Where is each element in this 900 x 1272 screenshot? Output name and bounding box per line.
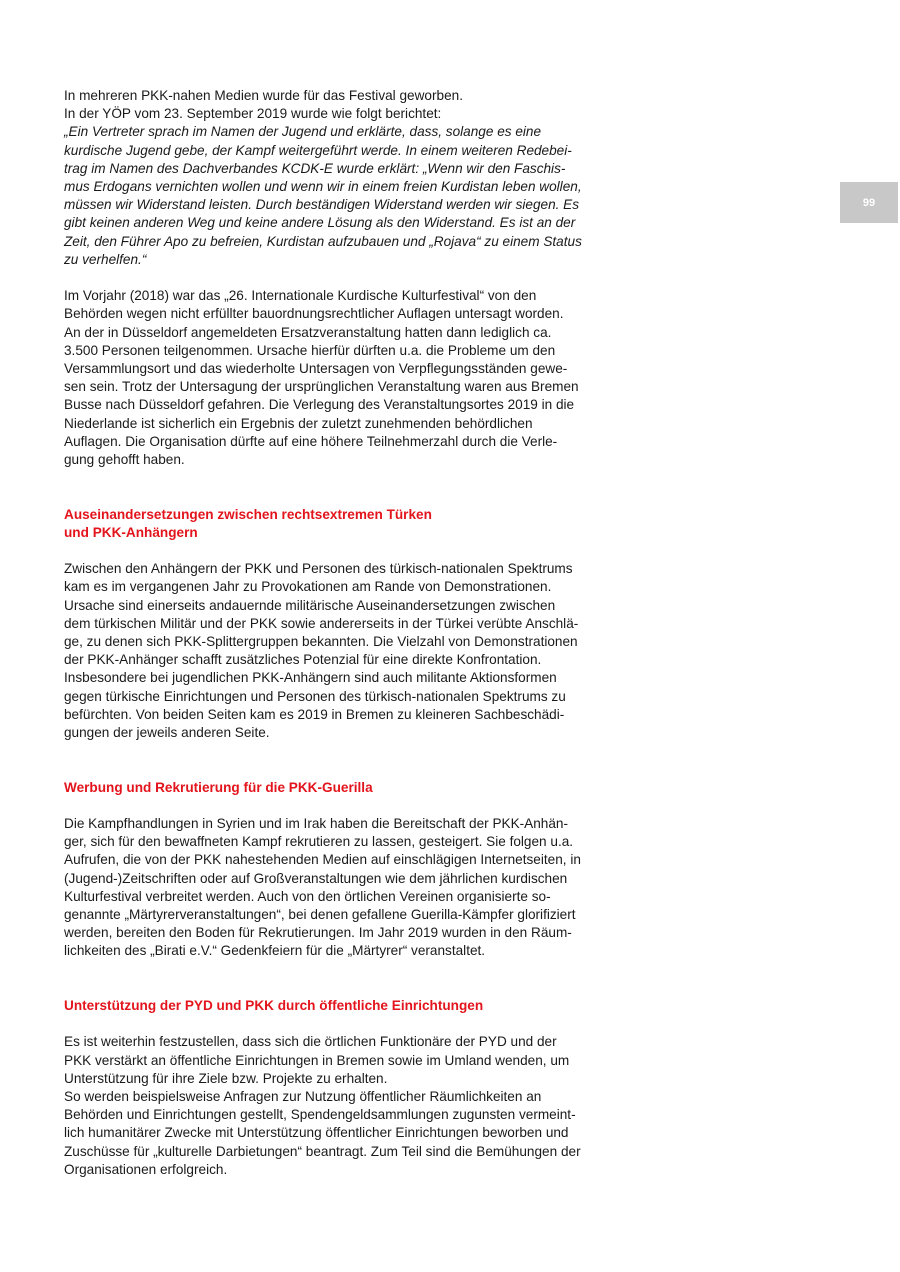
text-line: befürchten. Von beiden Seiten kam es 2019 in Bremen zu kleineren Sachbeschädi- <box>64 706 565 722</box>
section-heading-auseinandersetzungen <box>64 506 624 542</box>
intro-paragraph <box>64 87 624 123</box>
document-body <box>64 87 624 1179</box>
page-number-tab: 99 <box>840 182 898 223</box>
quote-line: mus Erdogans vernichten wollen und wenn wir in einem freien Kurdistan leben wollen, <box>64 179 582 195</box>
text-line: gungen der jeweils anderen Seite. <box>64 725 270 741</box>
text-line: sen sein. Trotz der Untersagung der ursprünglichen Veranstaltung waren aus Bremen <box>64 379 579 395</box>
text-line: Behörden wegen nicht erfüllter bauordnungsrechtlicher Auflagen untersagt worden. <box>64 306 564 322</box>
quote-line: „Ein Vertreter sprach im Namen der Jugend und erklärte, dass, solange es eine <box>64 124 542 140</box>
text-line: So werden beispielsweise Anfragen zur Nutzung öffentlicher Räumlichkeiten an <box>64 1089 542 1105</box>
text-line: lichkeiten des „Birati e.V.“ Gedenkfeiern für die „Märtyrer“ veranstaltet. <box>64 943 486 959</box>
text-line: werden, bereiten den Boden für Rekrutierungen. Im Jahr 2019 wurden in den Räum- <box>64 925 572 941</box>
quote-paragraph <box>64 123 624 269</box>
text-line: Im Vorjahr (2018) war das „26. Internationale Kurdische Kulturfestival“ von den <box>64 288 537 304</box>
heading-line: Unterstützung der PYD und PKK durch öffentliche Einrichtungen <box>64 998 484 1014</box>
text-line: genannte „Märtyrerveranstaltungen“, bei denen gefallene Guerilla-Kämpfer glorifiziert <box>64 907 576 923</box>
heading-line: Werbung und Rekrutierung für die PKK-Guerilla <box>64 779 373 795</box>
quote-line: zu verhelfen.“ <box>64 251 147 267</box>
quote-line: trag im Namen des Dachverbandes KCDK-E wurde erklärt: „Wenn wir den Faschis- <box>64 160 566 176</box>
section-heading-unterstuetzung <box>64 997 624 1015</box>
text-line: Aufrufen, die von der PKK nahestehenden Medien auf einschlägigen Internetseiten, in <box>64 852 581 868</box>
text-line: In der YÖP vom 23. September 2019 wurde wie folgt berichtet: <box>64 106 442 122</box>
heading-line: und PKK-Anhängern <box>64 524 198 540</box>
text-line: In mehreren PKK-nahen Medien wurde für das Festival geworben. <box>64 88 463 103</box>
text-line: Niederlande ist sicherlich ein Ergebnis der zuletzt zunehmenden behördlichen <box>64 415 533 431</box>
quote-line: gibt keinen anderen Weg und keine andere Lösung als den Widerstand. Es ist an der <box>64 215 576 231</box>
text-line: Versammlungsort und das wiederholte Untersagen von Verpflegungsständen gewe- <box>64 361 568 377</box>
quote-line: Zeit, den Führer Apo zu befreien, Kurdistan aufzubauen und „Rojava“ zu einem Status <box>64 233 582 249</box>
text-line: An der in Düsseldorf angemeldeten Ersatzveranstaltung hatten dann lediglich ca. <box>64 324 552 340</box>
quote-line: kurdische Jugend gebe, der Kampf weitergeführt werde. In einem weiteren Redebei- <box>64 142 572 158</box>
text-line: Organisationen erfolgreich. <box>64 1161 228 1177</box>
text-line: PKK verstärkt an öffentliche Einrichtungen in Bremen sowie im Umland wenden, um <box>64 1052 570 1068</box>
text-line: Zuschüsse für „kulturelle Darbietungen“ beantragt. Zum Teil sind die Bemühungen der <box>64 1143 581 1159</box>
text-line: ger, sich für den bewaffneten Kampf rekrutieren zu lassen, gesteigert. Sie folgen u.a. <box>64 834 574 850</box>
text-line: (Jugend-)Zeitschriften oder auf Großveranstaltungen wie dem jährlichen kurdischen <box>64 870 568 886</box>
text-line: kam es im vergangenen Jahr zu Provokationen am Rande von Demonstrationen. <box>64 579 552 595</box>
text-line: dem türkischen Militär und der PKK sowie andererseits in der Türkei verübte Anschlä- <box>64 615 579 631</box>
section-3-paragraph <box>64 1033 624 1179</box>
text-line: 3.500 Personen teilgenommen. Ursache hierfür dürften u.a. die Probleme um den <box>64 342 556 358</box>
text-line: lich humanitärer Zwecke mit Unterstützung öffentlicher Einrichtungen beworben und <box>64 1125 569 1141</box>
text-line: gegen türkische Einrichtungen und Personen des türkisch-nationalen Spektrums zu <box>64 688 566 704</box>
text-line: ge, zu denen sich PKK-Splittergruppen bekannten. Die Vielzahl von Demonstrationen <box>64 634 578 650</box>
section-2-paragraph <box>64 815 624 961</box>
heading-line: Auseinandersetzungen zwischen rechtsextremen Türken <box>64 506 432 522</box>
text-line: Kulturfestival verbreitet werden. Auch von den örtlichen Vereinen organisierte so- <box>64 888 551 904</box>
text-line: Die Kampfhandlungen in Syrien und im Irak haben die Bereitschaft der PKK-Anhän- <box>64 816 569 832</box>
section-heading-werbung <box>64 779 624 797</box>
text-line: Insbesondere bei jugendlichen PKK-Anhängern sind auch militante Aktionsformen <box>64 670 557 686</box>
text-line: Busse nach Düsseldorf gefahren. Die Verlegung des Veranstaltungsortes 2019 in die <box>64 397 575 413</box>
vorjahr-paragraph <box>64 287 624 469</box>
quote-line: müssen wir Widerstand leisten. Durch beständigen Widerstand werden wir siegen. Es <box>64 197 580 213</box>
text-line: Ursache sind einerseits andauernde militärische Auseinandersetzungen zwischen <box>64 597 556 613</box>
text-line: der PKK-Anhänger schafft zusätzliches Potenzial für eine direkte Konfrontation. <box>64 652 542 668</box>
text-line: Auflagen. Die Organisation dürfte auf eine höhere Teilnehmerzahl durch die Verle- <box>64 433 558 449</box>
text-line: gung gehofft haben. <box>64 452 185 468</box>
text-line: Behörden und Einrichtungen gestellt, Spendengeldsammlungen zugunsten vermeint- <box>64 1107 576 1123</box>
text-line: Unterstützung für ihre Ziele bzw. Projekte zu erhalten. <box>64 1070 388 1086</box>
text-line: Es ist weiterhin festzustellen, dass sich die örtlichen Funktionäre der PYD und der <box>64 1034 557 1050</box>
text-line: Zwischen den Anhängern der PKK und Personen des türkisch-nationalen Spektrums <box>64 561 573 577</box>
section-1-paragraph <box>64 560 624 742</box>
